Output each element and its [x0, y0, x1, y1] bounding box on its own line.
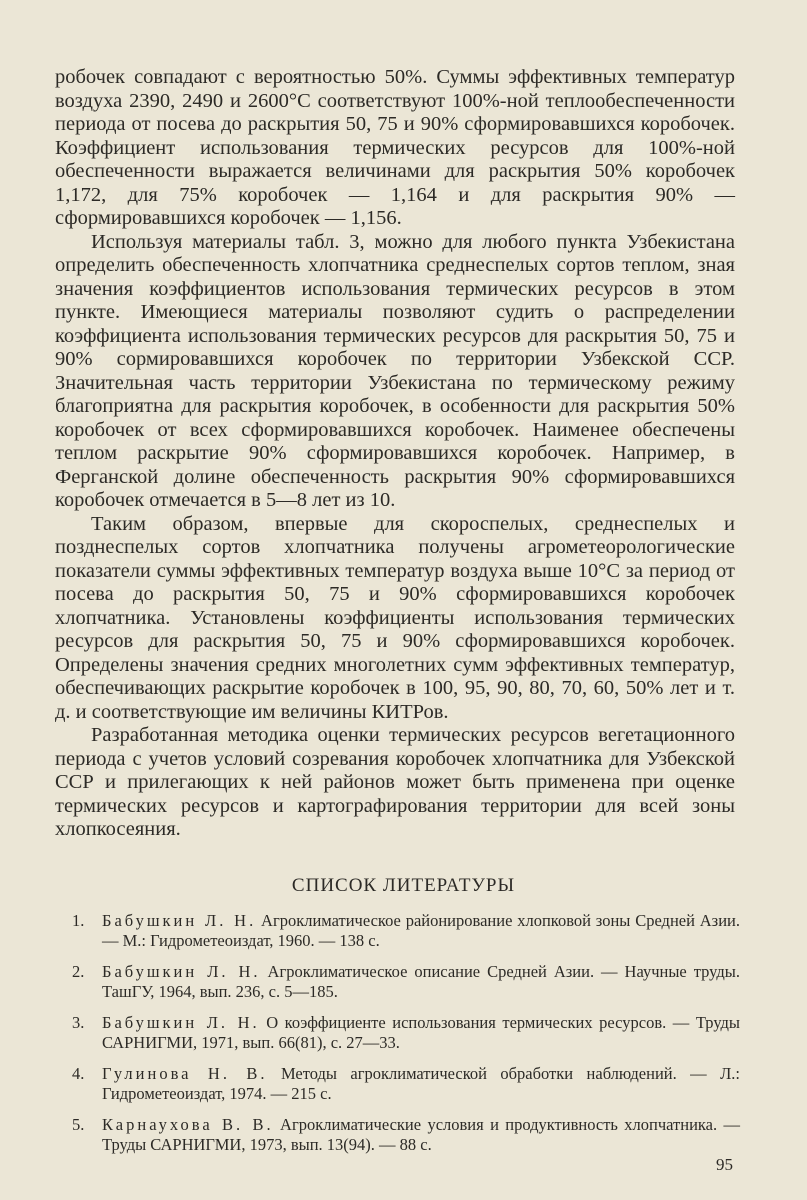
paragraph-1: робочек совпадают с вероятностью 50%. Суммы эффективных температур воздуха 2390, 2490 и 2600°С соответствуют 100%-ной теплообеспеченности периода от посева до раскрытия 50, 75 и 90% сформировавшихся коробочек. Коэффициент использования термических ресурсов для 100%-ной обеспеченности выражается величинами для раскрытия 50% коробочек 1,172, для 75% коробочек — 1,164 и для раскрытия 90% — сформировавшихся коробочек — 1,156. — [55, 66, 735, 229]
reference-item — [72, 1115, 740, 1154]
paragraph-3: Таким образом, впервые для скороспелых, среднеспелых и позднеспелых сортов хлопчатника получены агрометеорологические показатели суммы эффективных температур воздуха выше 10°С за период от посева до раскрытия 50, 75 и 90% сформировавшихся коробочек хлопчатника. Установлены коэффициенты использования термических ресурсов для раскрытия 50, 75 и 90% сформировавшихся коробочек. Определены значения средних многолетних сумм эффективных температур, обеспечивающих раскрытие коробочек в 100, 95, 90, 80, 70, 60, 50% лет и т. д. и соответствующие им величины КИТРов. — [55, 512, 735, 723]
reference-body — [102, 1115, 740, 1154]
reference-body — [102, 1013, 740, 1052]
page-number: 95 — [716, 1155, 733, 1174]
reference-text: О коэффициенте использования термических ресурсов. — Труды САРНИГМИ, 1971, вып. 66(81), с. 27—33. — [102, 1013, 741, 1052]
reference-text: Агроклиматическое описание Средней Азии. — Научные труды. ТашГУ, 1964, вып. 236, с. 5—185. — [102, 962, 740, 1001]
references-list — [72, 911, 740, 1166]
reference-author: Бабушкин Л. Н. — [102, 1013, 260, 1032]
paragraph-4: Разработанная методика оценки термических ресурсов вегетационного периода с учетов условий созревания коробочек хлопчатника для Узбекской ССР и прилегающих к ней районов может быть применена при оценке термических ресурсов и картографирования территории для всей зоны хлопкосеяния. — [55, 724, 735, 840]
reference-number: 1. — [72, 911, 85, 930]
reference-text: Агроклиматическое районирование хлопковой зоны Средней Азии. — М.: Гидрометеоиздат, 1960. — 138 с. — [102, 911, 740, 950]
reference-author: Бабушкин Л. Н. — [102, 962, 261, 981]
references-heading: СПИСОК ЛИТЕРАТУРЫ — [291, 875, 516, 896]
reference-item — [72, 962, 740, 1001]
reference-number: 4. — [72, 1064, 85, 1083]
reference-number: 2. — [72, 962, 85, 981]
reference-text: Агроклиматические условия и продуктивность хлопчатника. — Труды САРНИГМИ, 1973, вып. 13(94). — 88 с. — [102, 1115, 740, 1154]
paragraph-2: Используя материалы табл. 3, можно для любого пункта Узбекистана определить обеспеченность хлопчатника среднеспелых сортов теплом, зная значения коэффициентов использования термических ресурсов в этом пункте. Имеющиеся материалы позволяют судить о распределении коэффициента использования термических ресурсов для раскрытия 50, 75 и 90% сормировавшихся коробочек по территории Узбекской ССР. Значительная часть территории Узбекистана по термическому режиму благоприятна для раскрытия коробочек, в особенности для раскрытия 50% коробочек от всех сформировавшихся коробочек. Наименее обеспечены теплом раскрытие 90% сформировавшихся коробочек. Например, в Ферганской долине обеспеченность раскрытия 90% сформировавшихся коробочек отмечается в 5—8 лет из 10. — [55, 230, 735, 511]
body-text — [55, 66, 735, 842]
reference-text: Методы агроклиматической обработки наблюдений. — Л.: Гидрометеоиздат, 1974. — 215 с. — [102, 1064, 740, 1103]
reference-number: 5. — [72, 1115, 85, 1134]
reference-number: 3. — [72, 1013, 85, 1032]
reference-author: Карнаухова В. В. — [102, 1115, 274, 1134]
reference-body — [102, 1064, 740, 1103]
reference-body — [102, 911, 740, 950]
reference-author: Бабушкин Л. Н. — [102, 911, 257, 930]
reference-author: Гулинова Н. В. — [102, 1064, 268, 1083]
reference-body — [102, 962, 740, 1001]
reference-item — [72, 911, 740, 950]
reference-item — [72, 1064, 740, 1103]
reference-item — [72, 1013, 740, 1052]
